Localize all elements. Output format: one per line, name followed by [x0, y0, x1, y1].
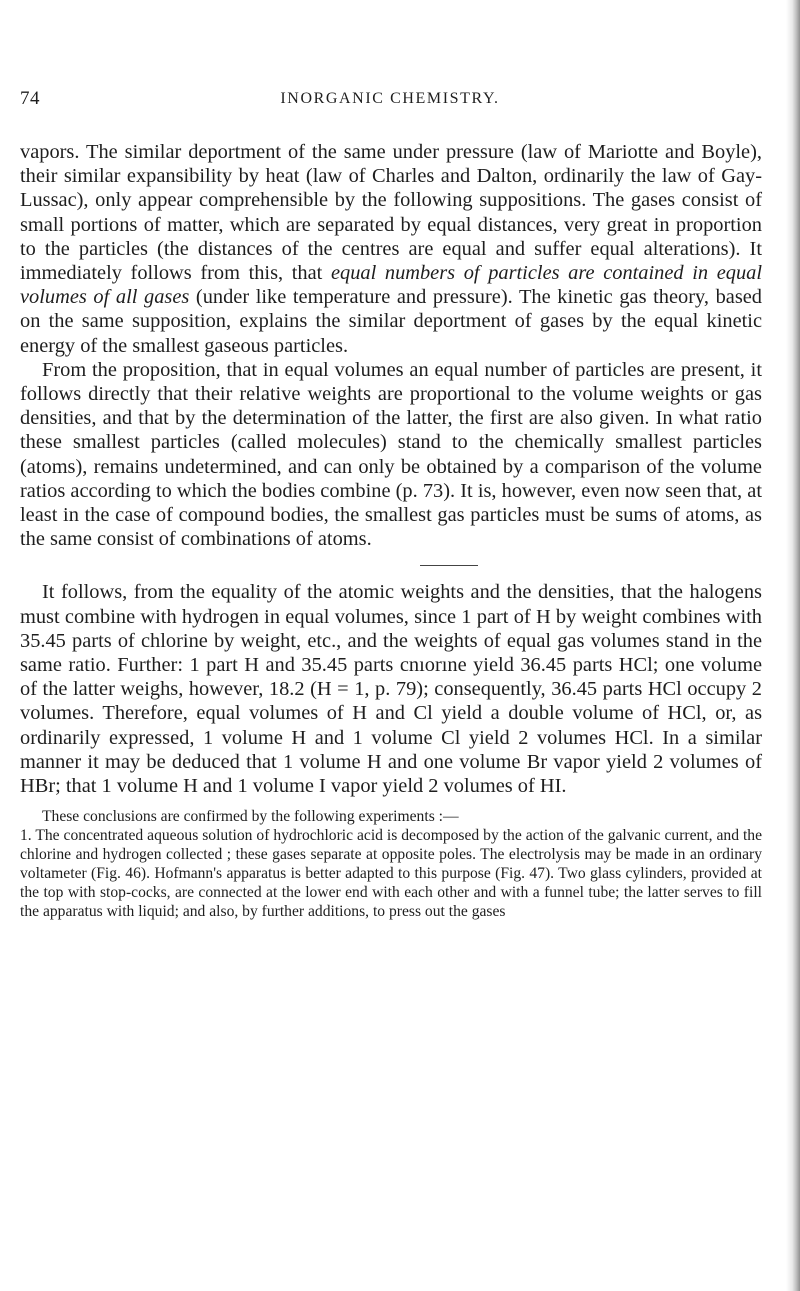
section-divider [420, 565, 478, 566]
page-edge-shadow [786, 0, 800, 1291]
small-print-section [20, 808, 762, 921]
page-number: 74 [20, 88, 40, 109]
paragraph-gas-laws-end: (under like temperature and pressure). The kinetic gas theory, based on the same supposition, explains the similar deportment of gases by the equal kinetic energy of the smallest gaseous particles. [20, 286, 762, 357]
paragraph-halogens: It follows, from the equality of the atomic weights and the densities, that the halogens must combine with hydrogen in equal volumes, since 1 part of H by weight combines with 35.45 parts of chlorine by weight, etc., and the weights of equal gas volumes stand in the same ratio. Further: 1 part H and 35.45 parts cnıorıne yield 36.45 parts HCl; one volume of the latter weighs, however, 18.2 (H = 1, p. 79); consequently, 36.45 parts HCl occupy 2 volumes. Therefore, equal volumes of H and Cl yield a double volume of HCl, or, as ordinarily expressed, 1 volume H and 1 volume Cl yield 2 volumes HCl. In a similar manner it may be deduced that 1 volume H and one volume Br vapor yield 2 volumes of HBr; that 1 volume H and 1 volume I vapor yield 2 volumes of HI. [20, 581, 762, 798]
body-text [20, 140, 762, 922]
paragraph-experiments-intro: These conclusions are confirmed by the following experiments :— [42, 808, 459, 826]
paragraph-molecules: From the proposition, that in equal volumes an equal number of particles are present, it follows directly that their relative weights are proportional to the volume weights or gas densities, and that by the determination of the latter, the first are also given. In what ratio these smallest particles (called molecules) stand to the chemically smallest particles (atoms), remains undetermined, and can only be obtained by a comparison of the volume ratios according to which the bodies combine (p. 73). It is, however, even now seen that, at least in the case of compound bodies, the smallest gas particles must be sums of atoms, as the same consist of combinations of atoms. [20, 358, 762, 551]
running-head: INORGANIC CHEMISTRY. [280, 90, 500, 107]
page-header [20, 88, 760, 116]
paragraph-gas-laws [20, 140, 762, 358]
paragraph-experiment-1: 1. The concentrated aqueous solution of hydrochloric acid is decomposed by the action of the galvanic current, and the chlorine and hydrogen collected ; these gases separate at opposite poles. The electrolysis may be made in an ordinary voltameter (Fig. 46). Hofmann's apparatus is better adapted to this purpose (Fig. 47). Two glass cylinders, provided at the top with stop-cocks, are connected at the lower end with each other and with a funnel tube; the latter serves to fill the apparatus with liquid; and also, by further additions, to press out the gases [20, 827, 762, 920]
avogadro-hypothesis-italic: equal numbers of particles are contained in equal volumes of all gases [20, 262, 763, 309]
paragraph-gas-laws-start: vapors. The similar deportment of the same under pressure (law of Mariotte and Boyle), their similar expansibility by heat (law of Charles and Dalton, ordinarily the law of Gay-Lussac), only appear comprehensible by the following suppositions. The gases consist of small portions of matter, which are separated by equal distances, very great in proportion to the particles (the distances of the centres are equal and suffer equal alterations). It immediately follows from this, that [20, 141, 762, 285]
